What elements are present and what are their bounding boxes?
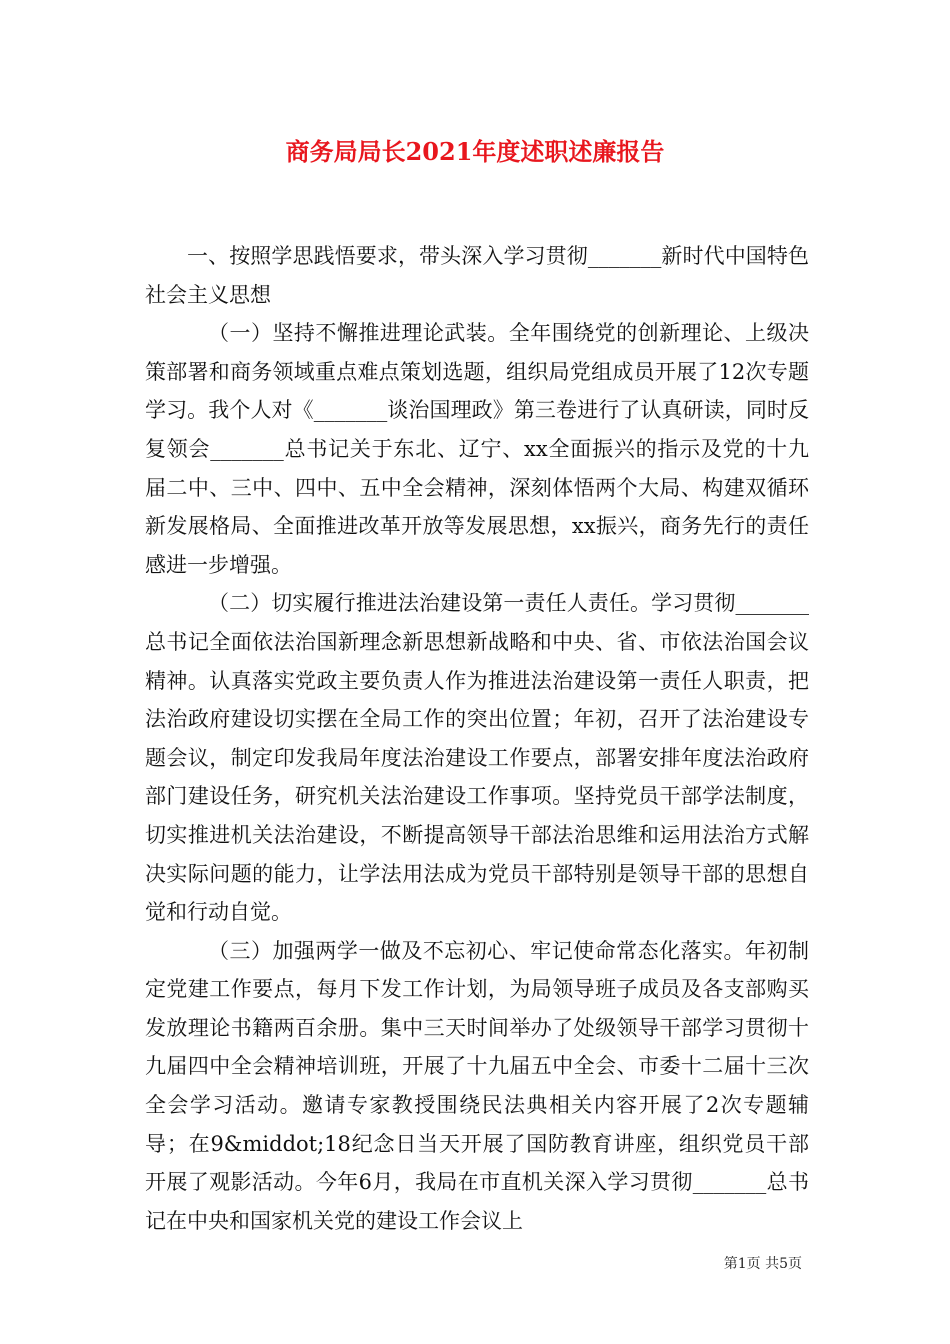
section-heading-1: 一、按照学思践悟要求，带头深入学习贯彻_______新时代中国特色社会主义思想	[145, 244, 809, 307]
page-number-footer: 第1页 共5页	[723, 1256, 802, 1272]
document-body	[145, 237, 809, 1240]
paragraph-3: （三）加强两学一做及不忘初心、牢记使命常态化落实。年初制定党建工作要点，每月下发工作计划，为局领导班子成员及各支部购买发放理论书籍两百余册。集中三天时间举办了处级领导干部学习贯彻十九届四中全会精神培训班，开展了十九届五中全会、市委十二届十三次全会学习活动。邀请专家教授围绕民法典相关内容开展了2次专题辅导；在9&middot;18纪念日当天开展了国防教育讲座，组织党员干部开展了观影活动。今年6月，我局在市直机关深入学习贯彻_______总书记在中央和国家机关党的建设工作会议上	[145, 938, 809, 1233]
paragraph-2: （二）切实履行推进法治建设第一责任人责任。学习贯彻_______总书记全面依法治国新理念新思想新战略和中央、省、市依法治国会议精神。认真落实党政主要负责人作为推进法治建设第一责任人职责，把法治政府建设切实摆在全局工作的突出位置；年初，召开了法治建设专题会议，制定印发我局年度法治建设工作要点，部署安排年度法治政府部门建设任务，研究机关法治建设工作事项。坚持党员干部学法制度，切实推进机关法治建设，不断提高领导干部法治思维和运用法治方式解决实际问题的能力，让学法用法成为党员干部特别是领导干部的思想自觉和行动自觉。	[145, 591, 809, 925]
paragraph-1: （一）坚持不懈推进理论武装。全年围绕党的创新理论、上级决策部署和商务领域重点难点策划选题，组织局党组成员开展了12次专题学习。我个人对《_______谈治国理政》第三卷进行了认真研读，同时反复领会_______总书记关于东北、辽宁、xx全面振兴的指示及党的十九届二中、三中、四中、五中全会精神，深刻体悟两个大局、构建双循环新发展格局、全面推进改革开放等发展思想，xx振兴，商务先行的责任感进一步增强。	[145, 321, 809, 577]
document-title: 商务局局长2021年度述职述廉报告	[285, 137, 665, 166]
